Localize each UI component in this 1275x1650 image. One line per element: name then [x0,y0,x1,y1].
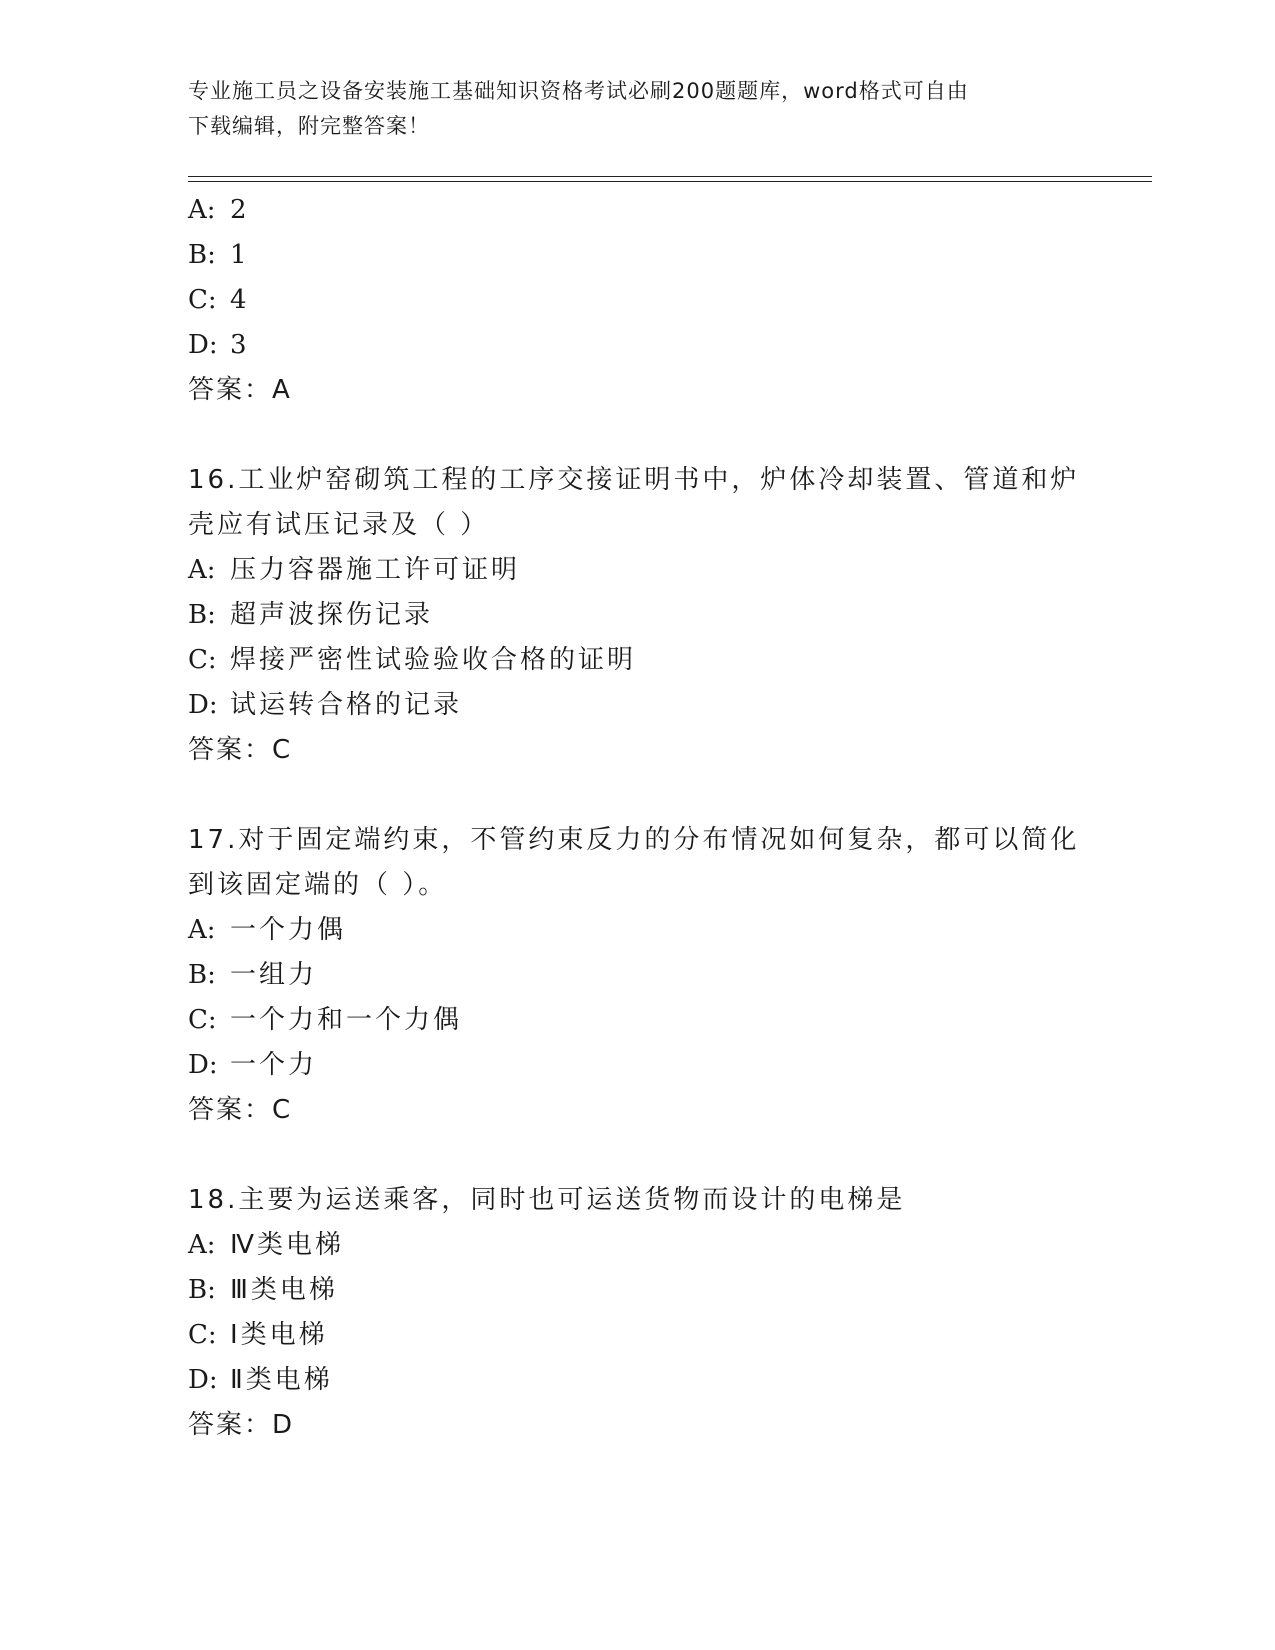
option-label: D: [188,330,218,360]
option-label: A: [188,195,216,225]
option-text: 3 [230,330,247,360]
option-text: 1 [230,240,247,270]
header-divider-top [188,176,1152,177]
option-label: B: [188,240,216,270]
option-label: D: [188,1365,218,1395]
option-text: 一个力和一个力偶 [230,1005,463,1035]
option-d [188,1050,317,1080]
option-label: B: [188,600,216,630]
option-text: 焊接严密性试验验收合格的证明 [230,645,637,675]
option-d [188,1365,333,1395]
option-text: 4 [230,285,247,315]
option-label: D: [188,690,218,720]
question-18-line-1: 18.主要为运送乘客，同时也可运送货物而设计的电梯是 [188,1185,906,1215]
option-text: 试运转合格的记录 [230,690,463,720]
option-d [188,330,247,360]
option-a [188,195,247,225]
option-text: 超声波探伤记录 [230,600,434,630]
header-title-line-1: 专业施工员之设备安装施工基础知识资格考试必刷200题题库，word格式可自由 [188,79,969,103]
header-divider-bottom [188,181,1152,182]
option-a [188,555,520,585]
option-text: 一组力 [230,960,318,990]
option-label: D: [188,1050,218,1080]
option-text: 一个力 [230,1050,318,1080]
option-text: 一个力偶 [230,915,347,945]
option-label: A: [188,915,216,945]
option-a [188,1230,344,1260]
option-a [188,915,346,945]
option-text: Ⅲ类电梯 [230,1275,338,1305]
question-16-line-1: 16.工业炉窑砌筑工程的工序交接证明书中，炉体冷却装置、管道和炉 [188,465,1080,495]
option-text: Ⅳ类电梯 [230,1230,344,1260]
option-text: Ⅱ类电梯 [230,1365,333,1395]
option-label: C: [188,1320,217,1350]
header-title-line-2: 下载编辑，附完整答案！ [188,114,430,138]
answer-line: 答案：D [188,1410,295,1440]
option-b [188,600,433,630]
option-text: Ⅰ类电梯 [230,1320,328,1350]
option-label: B: [188,960,216,990]
option-label: A: [188,1230,216,1260]
answer-line: 答案：C [188,735,293,765]
option-b [188,1275,338,1305]
option-label: C: [188,1005,217,1035]
option-c [188,285,247,315]
option-label: C: [188,645,217,675]
answer-line: 答案：C [188,1095,293,1125]
option-label: A: [188,555,216,585]
answer-line: 答案：A [188,375,292,405]
option-b [188,960,317,990]
option-c [188,1005,462,1035]
document-header [188,74,1088,144]
option-b [188,240,247,270]
option-label: C: [188,285,217,315]
question-16-line-2: 壳应有试压记录及（ ） [188,510,490,540]
option-text: 2 [230,195,247,225]
option-c [188,645,636,675]
option-d [188,690,462,720]
question-17-line-2: 到该固定端的（ ）。 [188,870,448,900]
question-17-line-1: 17.对于固定端约束，不管约束反力的分布情况如何复杂，都可以简化 [188,825,1080,855]
option-label: B: [188,1275,216,1305]
option-text: 压力容器施工许可证明 [230,555,521,585]
option-c [188,1320,328,1350]
